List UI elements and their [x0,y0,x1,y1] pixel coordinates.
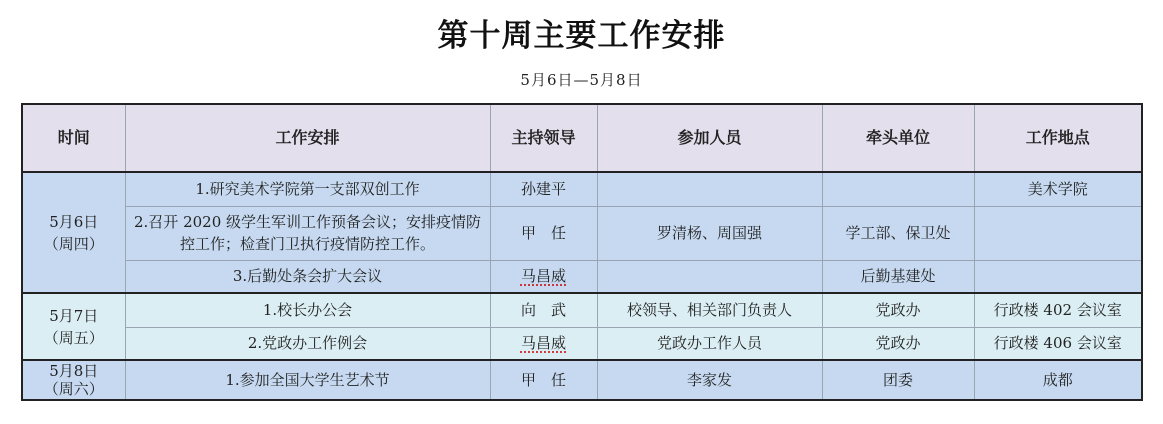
leader-cell: 马昌威 [490,260,597,293]
header-lead-unit: 牵头单位 [822,104,974,172]
location-cell: 行政楼 402 会议室 [974,293,1142,327]
participants-cell [597,172,822,206]
lead-unit-cell: 后勤基建处 [822,260,974,293]
lead-unit-cell: 团委 [822,360,974,400]
location-cell: 行政楼 406 会议室 [974,327,1142,360]
day-date: 5月6日 [49,212,99,231]
lead-unit-cell: 学工部、保卫处 [822,206,974,260]
header-time: 时间 [22,104,125,172]
location-cell [974,260,1142,293]
table-row [22,327,1142,360]
location-cell [974,206,1142,260]
task-cell: 2.党政办工作例会 [125,327,490,360]
schedule-table [21,103,1143,401]
table-row [22,206,1142,260]
leader-cell: 马昌威 [490,327,597,360]
task-cell: 1.参加全国大学生艺术节 [125,360,490,400]
day-cell [22,360,125,400]
day-date: 5月8日 [49,362,99,380]
day-weekday: （周五） [43,328,104,347]
location-cell: 美术学院 [974,172,1142,206]
lead-unit-cell [822,172,974,206]
leader-cell: 孙建平 [490,172,597,206]
day-weekday: （周四） [43,234,104,253]
header-location: 工作地点 [974,104,1142,172]
day-cell [22,172,125,293]
table-row [22,360,1142,400]
day-cell [22,293,125,360]
participants-cell: 党政办工作人员 [597,327,822,360]
location-cell: 成都 [974,360,1142,400]
leader-cell: 甲 任 [490,206,597,260]
participants-cell: 李家发 [597,360,822,400]
lead-unit-cell: 党政办 [822,293,974,327]
header-row [22,104,1142,172]
leader-cell: 甲 任 [490,360,597,400]
header-task: 工作安排 [125,104,490,172]
participants-cell [597,260,822,293]
participants-cell: 校领导、相关部门负责人 [597,293,822,327]
table-row [22,293,1142,327]
leader-cell: 向 武 [490,293,597,327]
task-cell: 2.召开 2020 级学生军训工作预备会议；安排疫情防控工作；检查门卫执行疫情防控工作。 [125,206,490,260]
lead-unit-cell: 党政办 [822,327,974,360]
task-cell: 3.后勤处条会扩大会议 [125,260,490,293]
day-weekday: （周六） [43,380,104,398]
task-cell: 1.研究美术学院第一支部双创工作 [125,172,490,206]
page-title: 第十周主要工作安排 [437,18,726,54]
table-row [22,172,1142,206]
task-cell: 1.校长办公会 [125,293,490,327]
table-row [22,260,1142,293]
header-participants: 参加人员 [597,104,822,172]
header-leader: 主持领导 [490,104,597,172]
participants-cell: 罗清杨、周国强 [597,206,822,260]
date-range: 5月6日—5月8日 [520,71,643,89]
day-date: 5月7日 [49,306,99,325]
